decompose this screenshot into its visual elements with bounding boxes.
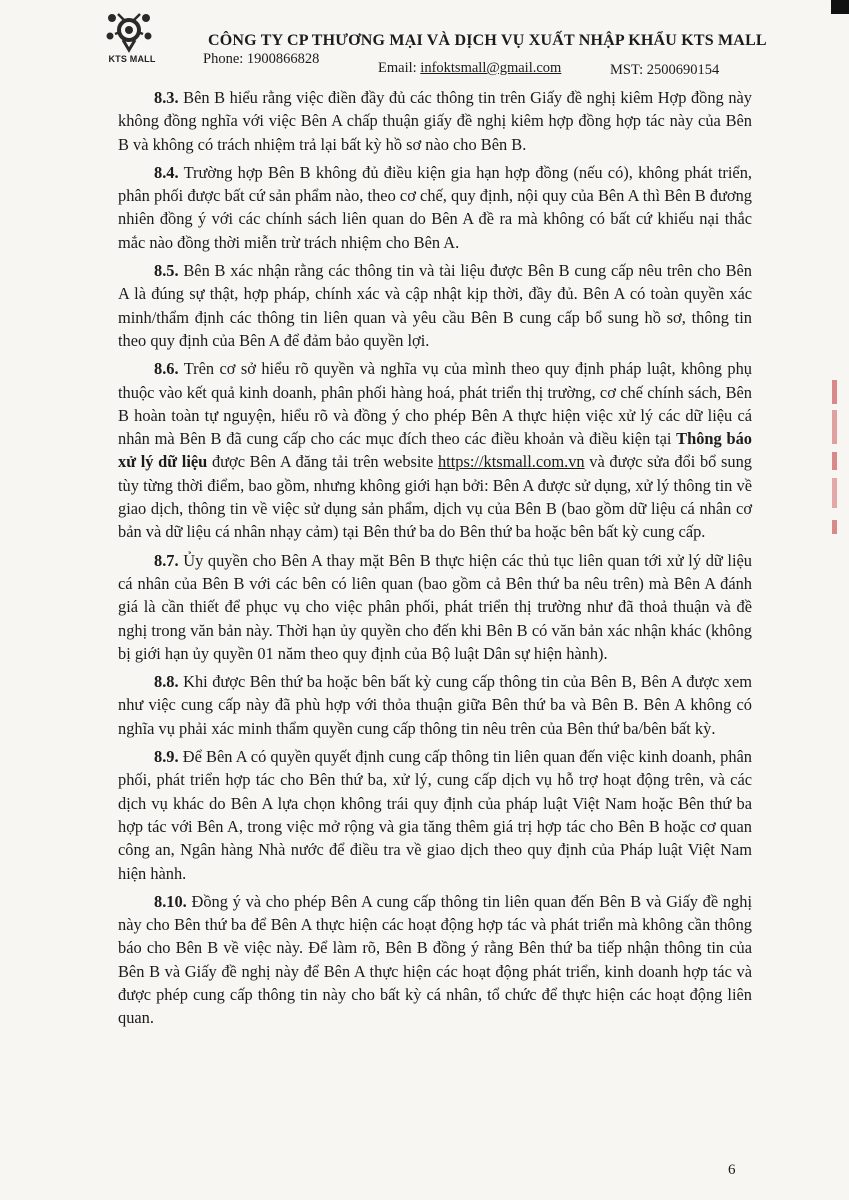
clause-text: Đồng ý và cho phép Bên A cung cấp thông tin liên quan đến Bên B và Giấy đề nghị này cho Bên thứ ba để Bên A thực hiện các hoạt động hợp tác và phát triển mà không cần thông báo cho Bên B về việc này. Để làm rõ, Bên B đồng ý rằng Bên thứ ba tiếp nhận thông tin của Bên B và Giấy đề nghị này để Bên A thực hiện các hoạt động phát triển, kinh doanh hợp tác và được phép cung cấp thông tin này cho bất kỳ cá nhân, tổ chức để thực hiện các hoạt động liên quan. bbox=[118, 891, 752, 1028]
clause-8-7 bbox=[118, 549, 752, 665]
side-stamp-mark bbox=[828, 380, 842, 560]
clause-8-9 bbox=[118, 745, 752, 885]
clause-8-10 bbox=[118, 890, 752, 1030]
clause-text: Ủy quyền cho Bên A thay mặt Bên B thực hiện các thủ tục liên quan tới xử lý dữ liệu cá nhân của Bên B với các bên có liên quan (bao gồm cả Bên thứ ba nêu trên) mà Bên A đánh giá là cần thiết để phục vụ cho việc phân phối, phát triển thị trường như đã thoả thuận và đề nghị trong văn bản này. Thời hạn ủy quyền cho đến khi Bên B có văn bản xác nhận khác (không bị giới hạn ủy quyền 01 năm theo quy định của Bộ luật Dân sự hiện hành). bbox=[118, 550, 752, 663]
company-phone: Phone: 1900866828 bbox=[203, 51, 320, 67]
clause-number: 8.8. bbox=[154, 672, 179, 692]
clause-text: Để Bên A có quyền quyết định cung cấp thông tin liên quan đến việc kinh doanh, phân phối, phát triển hợp tác cho Bên thứ ba, xử lý, cung cấp dịch vụ hỗ trợ hoạt động trên, và các dịch vụ khác do Bên A lựa chọn không trái quy định của pháp luật Việt Nam hoặc Bên thứ ba hợp tác với Bên A, trong việc mở rộng và gia tăng thêm giá trị hợp tác cho Bên B hoặc cơ quan công an, Ngân hàng Nhà nước để điều tra về giao dịch theo quy định của Pháp luật Việt Nam hiện hành. bbox=[118, 747, 752, 883]
clause-8-6 bbox=[118, 357, 752, 543]
clause-number: 8.9. bbox=[154, 747, 179, 767]
clause-number: 8.4. bbox=[154, 162, 179, 182]
logo-text: KTS MALL bbox=[108, 54, 156, 64]
clause-8-5 bbox=[118, 259, 752, 352]
company-name: CÔNG TY CP THƯƠNG MẠI VÀ DỊCH VỤ XUẤT NHẬP KHẨU KTS MALL bbox=[208, 32, 767, 49]
clause-text: Trên cơ sở hiểu rõ quyền và nghĩa vụ của mình theo quy định pháp luật, không phụ thuộc vào kết quả kinh doanh, phân phối hàng hoá, phát triển thị trường, cơ chế chính sách, Bên B hoàn toàn tự nguyện, hiểu rõ và đồng ý cho phép Bên A thực hiện việc xử lý các dữ liệu cá nhân mà Bên B đã cung cấp cho các mục đích theo các điều khoản và điều kiện tại bbox=[118, 359, 752, 449]
clause-text: Khi được Bên thứ ba hoặc bên bất kỳ cung cấp thông tin của Bên B, Bên A được xem như việc cung cấp này đã phù hợp với thỏa thuận giữa Bên thứ ba và Bên B. Bên A không có nghĩa vụ phải xác minh thẩm quyền cung cấp thông tin nêu trên của Bên thứ ba/bên bất kỳ. bbox=[118, 672, 752, 738]
letterhead bbox=[0, 0, 849, 86]
clause-number: 8.6. bbox=[154, 359, 179, 379]
clause-8-4 bbox=[118, 161, 752, 254]
website-link[interactable]: https://ktsmall.com.vn bbox=[437, 452, 585, 472]
email-link[interactable]: infoktsmall@gmail.com bbox=[420, 60, 562, 76]
clause-number: 8.3. bbox=[154, 88, 179, 107]
document-body bbox=[118, 86, 752, 1035]
clause-number: 8.10. bbox=[154, 891, 187, 911]
clause-8-3 bbox=[118, 86, 752, 156]
tax-code: MST: 2500690154 bbox=[610, 62, 720, 78]
clause-text: Trường hợp Bên B không đủ điều kiện gia hạn hợp đồng (nếu có), không phát triển, phân phối được bất cứ sản phẩm nào, theo cơ chế, quy định, nội quy của Bên A thì Bên B đương nhiên đồng ý với các chính sách liên quan do Bên A đề ra mà không có bất cứ khiếu nại thắc mắc nào đồng thời miễn trừ trách nhiệm cho Bên A. bbox=[118, 162, 752, 252]
clause-8-8 bbox=[118, 670, 752, 740]
clause-number: 8.5. bbox=[154, 261, 179, 281]
page-number: 6 bbox=[728, 1162, 736, 1178]
clause-text: Bên B xác nhận rằng các thông tin và tài liệu được Bên B cung cấp nêu trên cho Bên A là đúng sự thật, hợp pháp, chính xác và cập nhật kịp thời, đầy đủ. Bên A có toàn quyền xác minh/thẩm định các thông tin liên quan và yêu cầu Bên B cung cấp bổ sung hồ sơ, thông tin theo quy định của Bên A để đảm bảo quyền lợi. bbox=[118, 261, 752, 350]
clause-text: được Bên A đăng tải trên website bbox=[207, 452, 438, 472]
clause-text: Bên B hiểu rằng việc điền đầy đủ các thông tin trên Giấy đề nghị kiêm Hợp đồng này không đồng nghĩa với việc Bên A chấp thuận giấy đề nghị kiêm hợp đồng hợp tác này của Bên B và không có trách nhiệm trả lại bất kỳ hồ sơ nào cho Bên B. bbox=[118, 88, 752, 154]
clause-number: 8.7. bbox=[154, 550, 179, 570]
clause-text: và được sửa đổi bổ sung tùy từng thời điểm, bao gồm, nhưng không giới hạn bởi: Bên A được sử dụng, xử lý thông tin về giao dịch, thông tin về việc sử dụng sản phẩm, dịch vụ của Bên B (bao gồm dữ liệu cá nhân cơ bản và dữ liệu cá nhân nhạy cảm) tại Bên thứ ba do Bên thứ ba hoặc bên bất kỳ cung cấp. bbox=[118, 452, 753, 542]
notice-title: Thông báo xử lý dữ liệu bbox=[118, 429, 752, 472]
company-email bbox=[378, 60, 561, 77]
email-label: Email: bbox=[378, 60, 421, 76]
